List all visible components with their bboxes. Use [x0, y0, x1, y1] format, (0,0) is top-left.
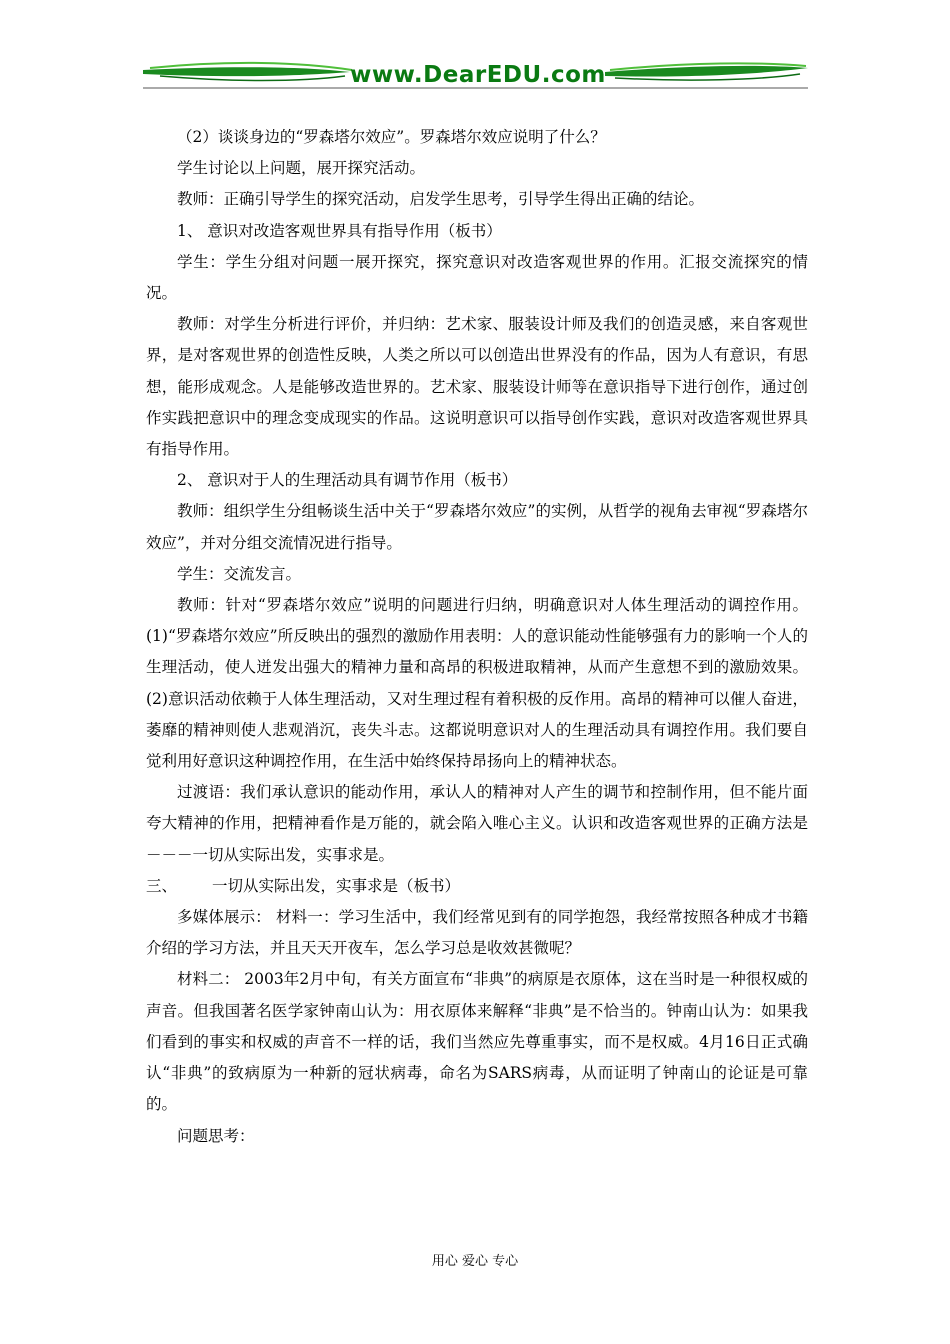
paragraph: 教师：正确引导学生的探究活动，启发学生思考，引导学生得出正确的结论。: [177, 190, 705, 209]
paragraph: 问题思考：: [177, 1126, 255, 1145]
paragraph: 学生：学生分组对问题一展开探究，探究意识对改造客观世界的作用。汇报交流探究的情况。: [146, 252, 808, 303]
paragraph: 教师：组织学生分组畅谈生活中关于“罗森塔尔效应”的实例，从哲学的视角去审视“罗森塔尔效应”，并对分组交流情况进行指导。: [146, 502, 808, 552]
paragraph: 学生讨论以上问题，展开探究活动。: [177, 159, 426, 178]
paragraph: 学生：交流发言。: [177, 564, 302, 583]
section-heading: 2、 意识对于人的生理活动具有调节作用（板书）: [177, 471, 518, 490]
paragraph: （2）谈谈身边的“罗森塔尔效应”。罗森塔尔效应说明了什么？: [177, 128, 606, 146]
paragraph: 教师：针对“罗森塔尔效应”说明的问题进行归纳，明确意识对人体生理活动的调控作用。(1)“罗森塔尔效应”所反映出的强烈的激励作用表明：人的意识能动性能够强有力的影响一个人的生理活动，使人迸发出强大的精神力量和高昂的积极进取精神，从而产生意想不到的激励效果。(2)意识活动依赖于人体生理活动，又对生理过程有着积极的反作用。高昂的精神可以催人奋进，萎靡的精神则使人悲观消沉，丧失斗志。这都说明意识对人的生理活动具有调控作用。我们要自觉利用好意识这种调控作用，在生活中始终保持昂扬向上的精神状态。: [146, 596, 808, 771]
paragraph: 教师：对学生分析进行评价，并归纳：艺术家、服装设计师及我们的创造灵感，来自客观世界，是对客观世界的创造性反映，人类之所以可以创造出世界没有的作品，因为人有意识，有思想，能形成观念。人是能够改造世界的。艺术家、服装设计师等在意识指导下进行创作，通过创作实践把意识中的理念变成现实的作品。这说明意识可以指导创作实践，意识对改造客观世界具有指导作用。: [146, 315, 808, 459]
paragraph: 材料二： 2003年2月中旬，有关方面宣布“非典”的病原是衣原体，这在当时是一种很权威的声音。但我国著名医学家钟南山认为：用衣原体来解释“非典”是不恰当的。钟南山认为：如果我们看到的事实和权威的声音不一样的话，我们当然应先尊重事实，而不是权威。4月16日正式确认“非典”的致病原为一种新的冠状病毒，命名为SARS病毒，从而证明了钟南山的论证是可靠的。: [146, 970, 808, 1114]
site-logo: www.DearEDU.com: [350, 62, 606, 88]
section-title: 一切从实际出发，实事求是（板书）: [212, 876, 461, 895]
paragraph: 多媒体展示： 材料一：学习生活中，我们经常见到有的同学抱怨，我经常按照各种成才书籍介绍的学习方法，并且天天开夜车，怎么学习总是收效甚微呢？: [146, 908, 808, 958]
page-header: [0, 0, 950, 110]
section-heading-3: [146, 871, 808, 902]
section-heading: 1、 意识对改造客观世界具有指导作用（板书）: [177, 221, 502, 240]
document-body: [146, 122, 808, 1152]
header-swoosh-graphic: [0, 0, 950, 110]
page-footer: 用心 爱心 专心: [431, 1254, 519, 1269]
section-number: 三、: [146, 876, 178, 895]
paragraph: 过渡语：我们承认意识的能动作用，承认人的精神对人产生的调节和控制作用，但不能片面夸大精神的作用，把精神看作是万能的，就会陷入唯心主义。认识和改造客观世界的正确方法是－－－一切从实际出发，实事求是。: [146, 783, 808, 864]
